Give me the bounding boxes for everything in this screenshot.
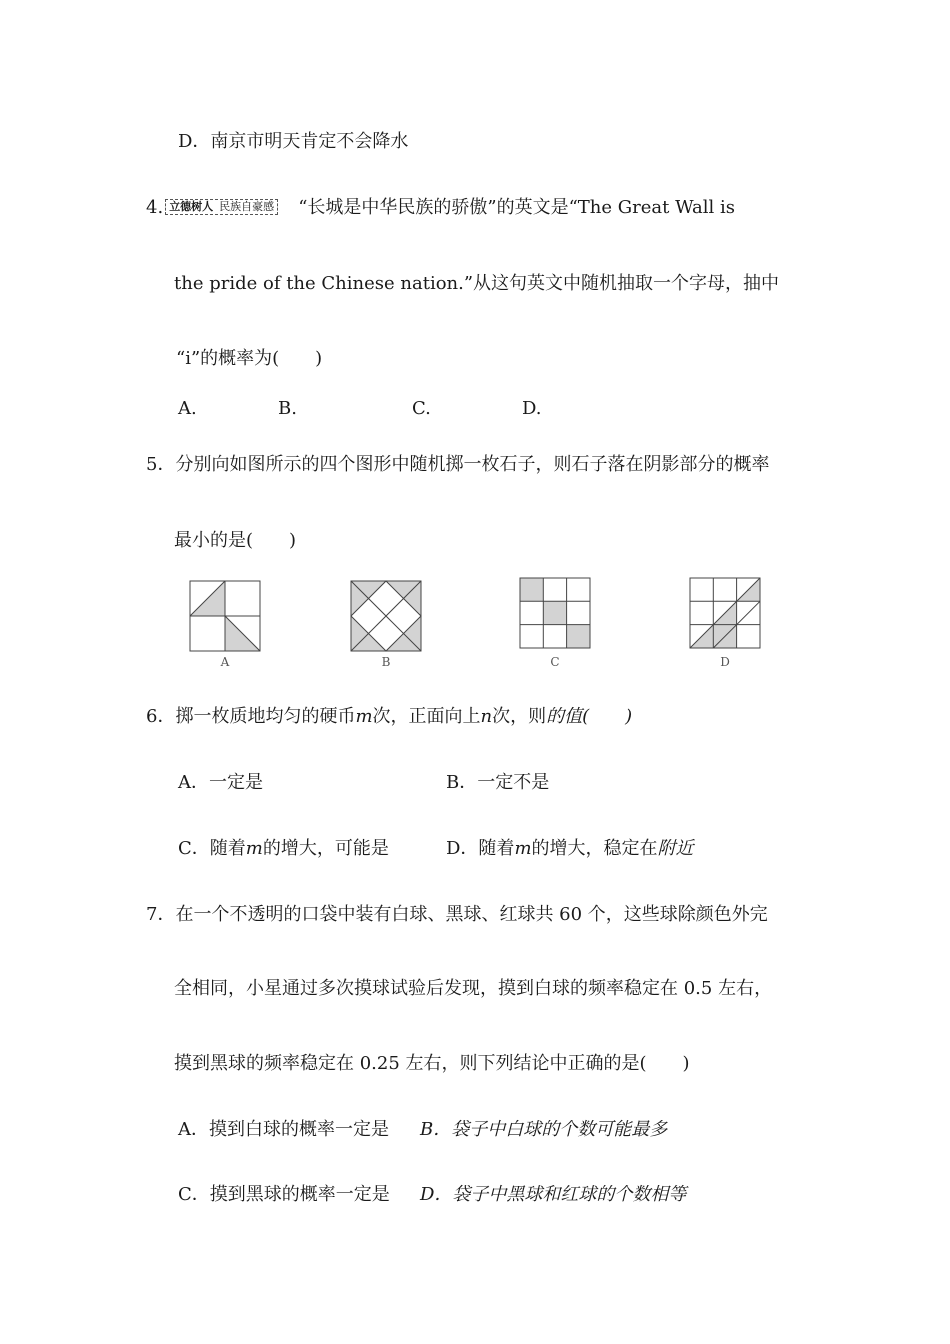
q5-line-1: 5．分别向如图所示的四个图形中随机掷一枚石子，则石子落在阴影部分的概率 — [146, 454, 770, 475]
figure-b-label: B — [381, 655, 391, 669]
q6-stem-prefix: 6．掷一枚质地均匀的硬币 — [146, 706, 356, 727]
figure-d — [689, 577, 761, 649]
q6-option-c — [178, 837, 389, 861]
q7-option-b: B．袋子中白球的个数可能最多 — [420, 1119, 668, 1140]
q4-line-2: the pride of the Chinese nation.”从这句英文中随机抽取一个字母，抽中 — [174, 273, 780, 294]
q6-option-d — [446, 837, 694, 861]
q6-option-b: B．一定不是 — [446, 772, 550, 793]
q7-line-1: 7．在一个不透明的口袋中装有白球、黑球、红球共 60 个，这些球除颜色外完 — [146, 904, 768, 925]
var-m: m — [514, 838, 532, 859]
q6-option-c-prefix: C．随着 — [178, 838, 246, 859]
q7-option-a: A．摸到白球的概率一定是 — [178, 1119, 389, 1140]
q4-stem-1: “长城是中华民族的骄傲”的英文是“The Great Wall is — [298, 197, 735, 218]
figure-a-label: A — [220, 655, 230, 669]
var-m: m — [355, 706, 373, 727]
figure-c-label: C — [550, 655, 560, 669]
q7-option-c: C．摸到黑球的概率一定是 — [178, 1184, 390, 1205]
q7-option-d: D．袋子中黑球和红球的个数相等 — [420, 1184, 687, 1205]
tag-left: 立德树人 — [169, 200, 214, 213]
var-n: n — [480, 706, 493, 727]
tag-right: 民族自豪感 — [219, 200, 275, 213]
figure-b — [350, 580, 422, 652]
q4-option-c: C. — [412, 398, 431, 419]
q6-option-d-mid: 的增大，稳定在 — [531, 838, 658, 859]
q6-option-d-prefix: D．随着 — [446, 838, 515, 859]
q6-option-d-italic: 附近 — [657, 838, 694, 859]
figure-d-label: D — [720, 655, 730, 669]
figure-a — [189, 580, 261, 652]
q5-line-2: 最小的是( ) — [174, 530, 297, 551]
q6-option-a: A．一定是 — [178, 772, 263, 793]
q4-line-1 — [146, 196, 735, 220]
q4-option-b: B. — [278, 398, 297, 419]
q6-stem-mid: 次，正面向上 — [372, 706, 481, 727]
q4-option-a: A. — [178, 398, 197, 419]
figure-c — [519, 577, 591, 649]
q6-stem — [146, 705, 632, 729]
q4-topic-tag — [165, 199, 278, 215]
q6-stem-mid2: 次，则 — [492, 706, 547, 727]
q4-number: 4. — [146, 197, 164, 218]
q7-line-3: 摸到黑球的频率稳定在 0.25 左右，则下列结论中正确的是( ) — [174, 1053, 690, 1074]
q7-line-2: 全相同，小星通过多次摸球试验后发现，摸到白球的频率稳定在 0.5 左右， — [174, 978, 773, 999]
q4-option-d: D. — [522, 398, 542, 419]
q4-line-3: “i”的概率为( ) — [176, 348, 323, 369]
var-m: m — [245, 838, 263, 859]
q3-option-d: D．南京市明天肯定不会降水 — [178, 131, 409, 152]
q6-stem-italic: 的值( ) — [546, 706, 633, 727]
q6-option-c-suffix: 的增大，可能是 — [262, 838, 389, 859]
